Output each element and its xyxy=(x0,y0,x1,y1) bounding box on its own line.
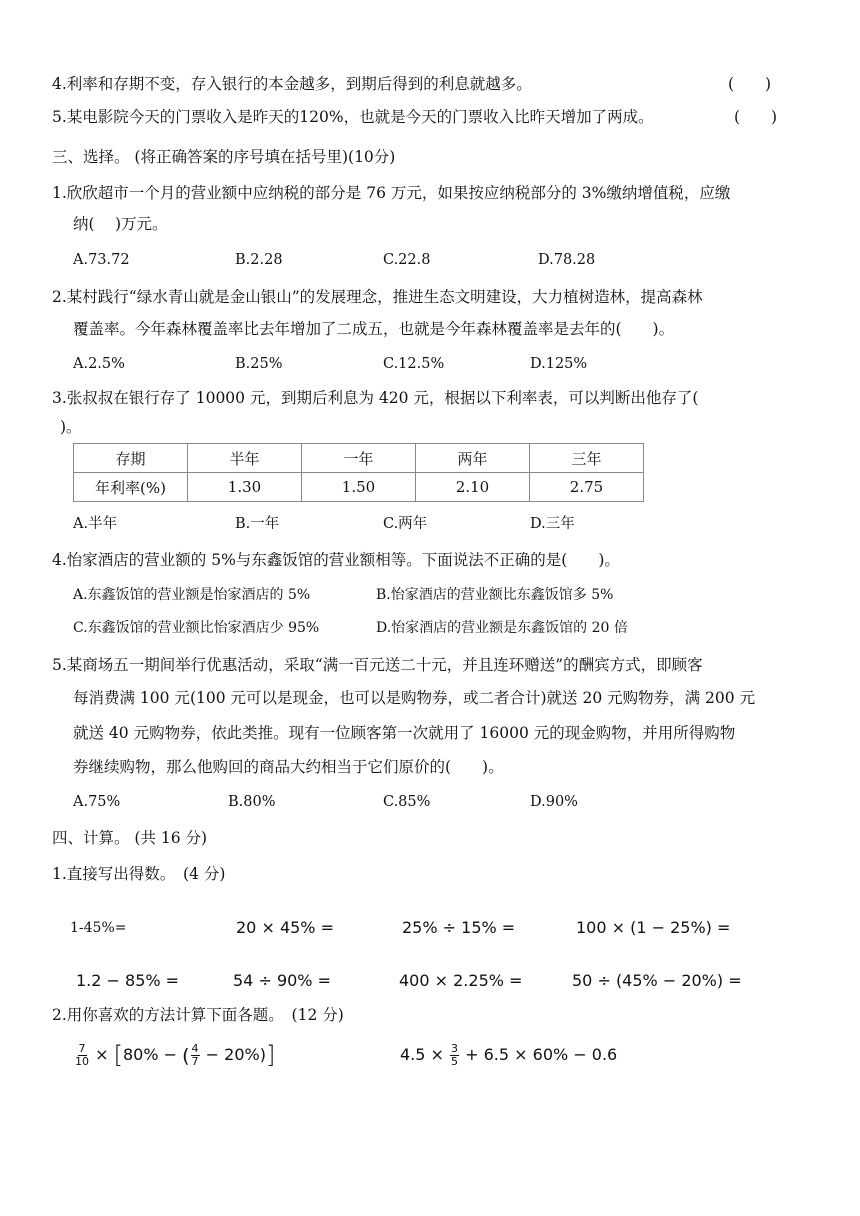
s3-q1-line1: 1.欣欣超市一个月的营业额中应纳税的部分是 76 万元，如果按应纳税部分的 3%缴纳增值税，应缴 xyxy=(52,184,731,202)
calc-item: 1.2 − 85% = xyxy=(76,971,180,990)
s3-q4-option-a[interactable]: A.东鑫饭馆的营业额是怡家酒店的 5% xyxy=(73,587,311,603)
s3-q5-option-a[interactable]: A.75% xyxy=(73,794,121,810)
s3-q4-option-c[interactable]: C.东鑫饭馆的营业额比怡家酒店少 95% xyxy=(73,620,320,636)
s3-q2-line1: 2.某村践行“绿水青山就是金山银山”的发展理念，推进生态文明建设，大力植树造林，提高森林 xyxy=(52,288,703,306)
judge-q5-answer-paren[interactable]: ( ) xyxy=(734,108,778,126)
s3-q3-option-d[interactable]: D.三年 xyxy=(530,516,575,532)
judge-q4-answer-paren[interactable]: ( ) xyxy=(728,75,772,93)
s3-q3-line2: )。 xyxy=(60,418,82,436)
table-header-cell: 一年 xyxy=(302,444,416,473)
table-cell: 2.75 xyxy=(530,473,644,502)
fraction: $\frac{4}{7}$ xyxy=(191,1042,199,1068)
s3-q2-option-c[interactable]: C.12.5% xyxy=(383,356,445,372)
s3-q4-option-b[interactable]: B.怡家酒店的营业额比东鑫饭馆多 5% xyxy=(376,587,614,603)
s3-q1-option-c[interactable]: C.22.8 xyxy=(383,252,431,268)
calc-item: 20 × 45% = xyxy=(236,918,334,937)
s3-q4-option-d[interactable]: D.怡家酒店的营业额是东鑫饭馆的 20 倍 xyxy=(376,620,628,636)
s3-q5-option-c[interactable]: C.85% xyxy=(383,794,431,810)
s3-q5-line2: 每消费满 100 元(100 元可以是现金，也可以是购物券，或二者合计)就送 20 元购物券，满 200 元 xyxy=(73,689,756,707)
s3-q5-line3: 就送 40 元购物券，依此类推。现有一位顾客第一次就用了 16000 元的现金购物，并用所得购物 xyxy=(73,724,736,742)
s3-q1-option-a[interactable]: A.73.72 xyxy=(73,252,130,268)
s3-q3-option-c[interactable]: C.两年 xyxy=(383,516,428,532)
s3-q4-line1: 4.怡家酒店的营业额的 5%与东鑫饭馆的营业额相等。下面说法不正确的是( )。 xyxy=(52,551,620,569)
table-cell: 2.10 xyxy=(416,473,530,502)
fraction: $\frac{3}{5}$ xyxy=(451,1042,459,1068)
section3-title: 三、选择。 (将正确答案的序号填在括号里)(10分) xyxy=(52,148,396,166)
s4-p1-title: 1.直接写出得数。 (4 分) xyxy=(52,865,226,883)
table-cell: 1.30 xyxy=(188,473,302,502)
interest-rate-table xyxy=(73,443,644,502)
s4-p2-title: 2.用你喜欢的方法计算下面各题。 (12 分) xyxy=(52,1006,344,1024)
table-cell: 1.50 xyxy=(302,473,416,502)
table-row xyxy=(74,444,644,473)
judge-q5-text: 5.某电影院今天的门票收入是昨天的120%，也就是今天的门票收入比昨天增加了两成。 xyxy=(52,108,654,126)
calc-expression-2: 4.5 × $\frac{3}{5}$ + 6.5 × 60% − 0.6 xyxy=(400,1042,618,1068)
s3-q3-option-b[interactable]: B.一年 xyxy=(235,516,280,532)
s3-q2-option-d[interactable]: D.125% xyxy=(530,356,588,372)
s3-q1-option-d[interactable]: D.78.28 xyxy=(538,252,596,268)
s3-q2-option-b[interactable]: B.25% xyxy=(235,356,283,372)
calc-item: 1-45%= xyxy=(70,920,127,936)
s3-q5-line4: 券继续购物，那么他购回的商品大约相当于它们原价的( )。 xyxy=(73,758,504,776)
calc-item: 100 × (1 − 25%) = xyxy=(576,918,731,937)
s3-q1-line2: 纳( )万元。 xyxy=(73,215,168,233)
s3-q2-option-a[interactable]: A.2.5% xyxy=(73,356,125,372)
calc-item: 400 × 2.25% = xyxy=(399,971,523,990)
s3-q1-option-b[interactable]: B.2.28 xyxy=(235,252,283,268)
table-header-cell: 存期 xyxy=(74,444,188,473)
calc-item: 50 ÷ (45% − 20%) = xyxy=(572,971,742,990)
judge-q4-text: 4.利率和存期不变，存入银行的本金越多，到期后得到的利息就越多。 xyxy=(52,75,532,93)
table-header-cell: 两年 xyxy=(416,444,530,473)
table-header-cell: 三年 xyxy=(530,444,644,473)
table-row xyxy=(74,473,644,502)
calc-expression-1: $\frac{7}{10}$ × [80% − ( $\frac{4}{7}$ − 20%)] xyxy=(75,1041,276,1069)
s3-q5-option-d[interactable]: D.90% xyxy=(530,794,578,810)
table-header-cell: 半年 xyxy=(188,444,302,473)
calc-item: 25% ÷ 15% = xyxy=(402,918,516,937)
s3-q3-option-a[interactable]: A.半年 xyxy=(73,516,118,532)
fraction: $\frac{7}{10}$ xyxy=(75,1042,89,1068)
calc-item: 54 ÷ 90% = xyxy=(233,971,331,990)
s3-q2-line2: 覆盖率。今年森林覆盖率比去年增加了二成五，也就是今年森林覆盖率是去年的( )。 xyxy=(73,320,675,338)
table-cell: 年利率(%) xyxy=(74,473,188,502)
s3-q3-line1: 3.张叔叔在银行存了 10000 元，到期后利息为 420 元，根据以下利率表，可以判断出他存了( xyxy=(52,389,699,407)
s3-q5-line1: 5.某商场五一期间举行优惠活动，采取“满一百元送二十元，并且连环赠送”的酬宾方式，即顾客 xyxy=(52,656,703,674)
s3-q5-option-b[interactable]: B.80% xyxy=(228,794,276,810)
section4-title: 四、计算。 (共 16 分) xyxy=(52,829,208,847)
